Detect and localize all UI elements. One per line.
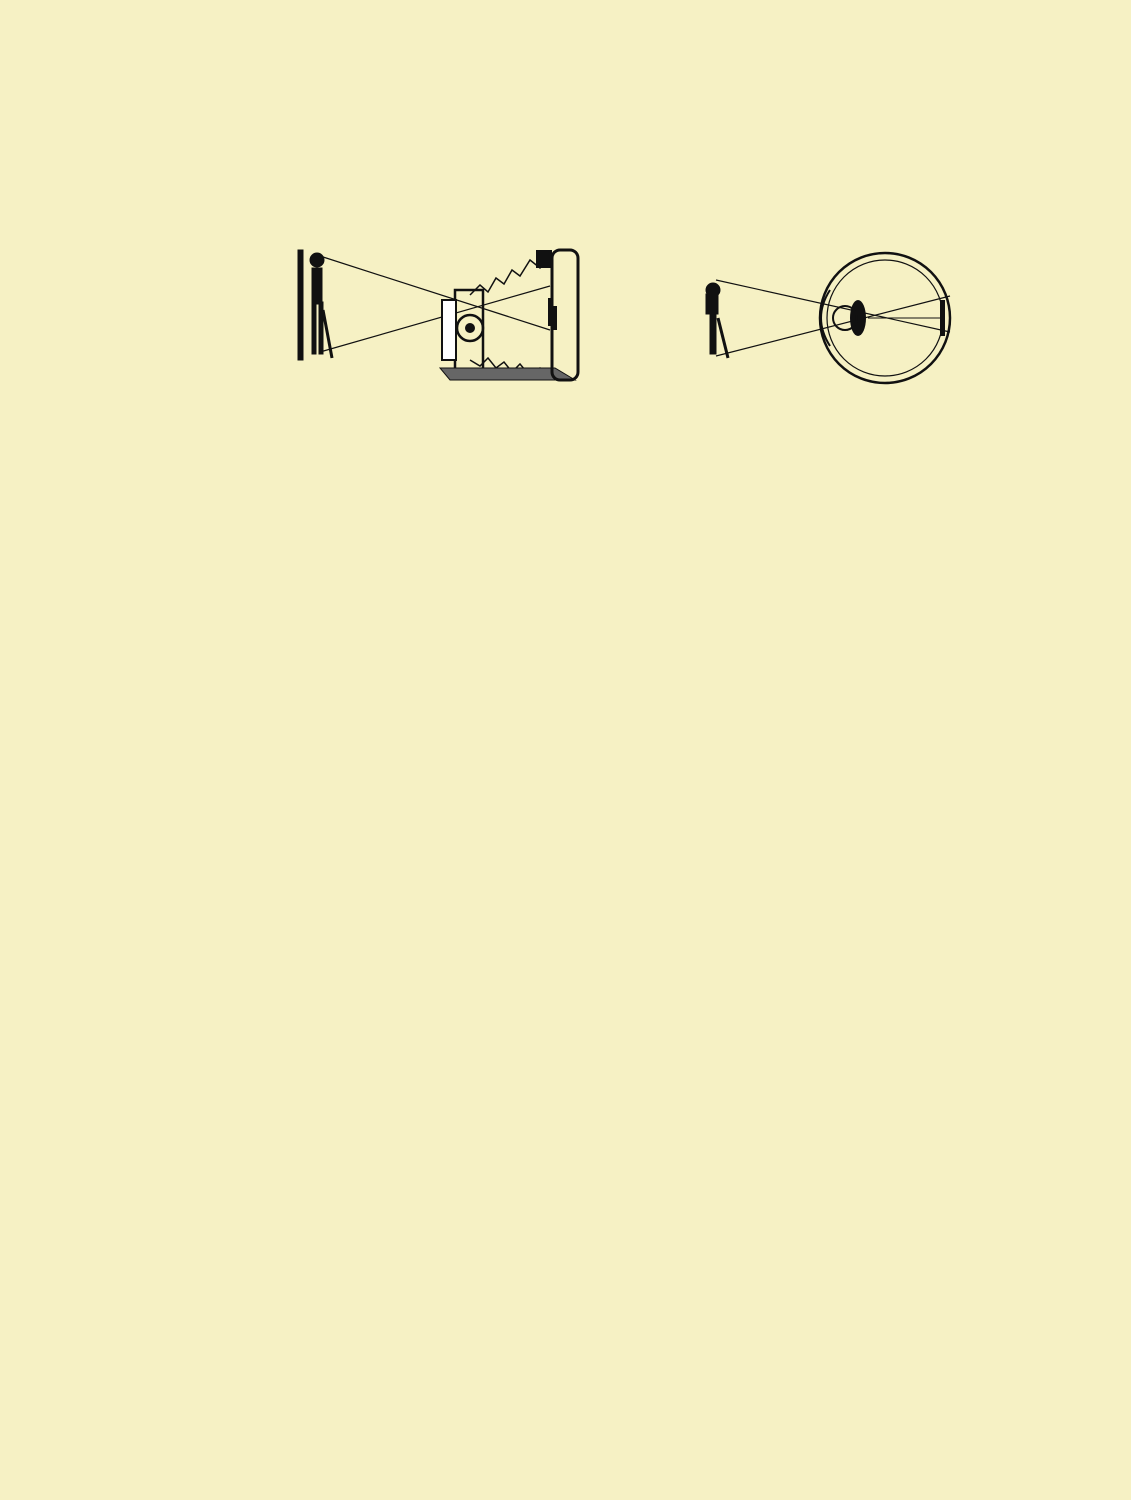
person-icon — [298, 250, 332, 360]
person-icon — [706, 283, 728, 358]
figure-camera-eye — [290, 240, 990, 400]
camera-illustration — [298, 250, 578, 380]
eye-illustration — [706, 253, 950, 383]
